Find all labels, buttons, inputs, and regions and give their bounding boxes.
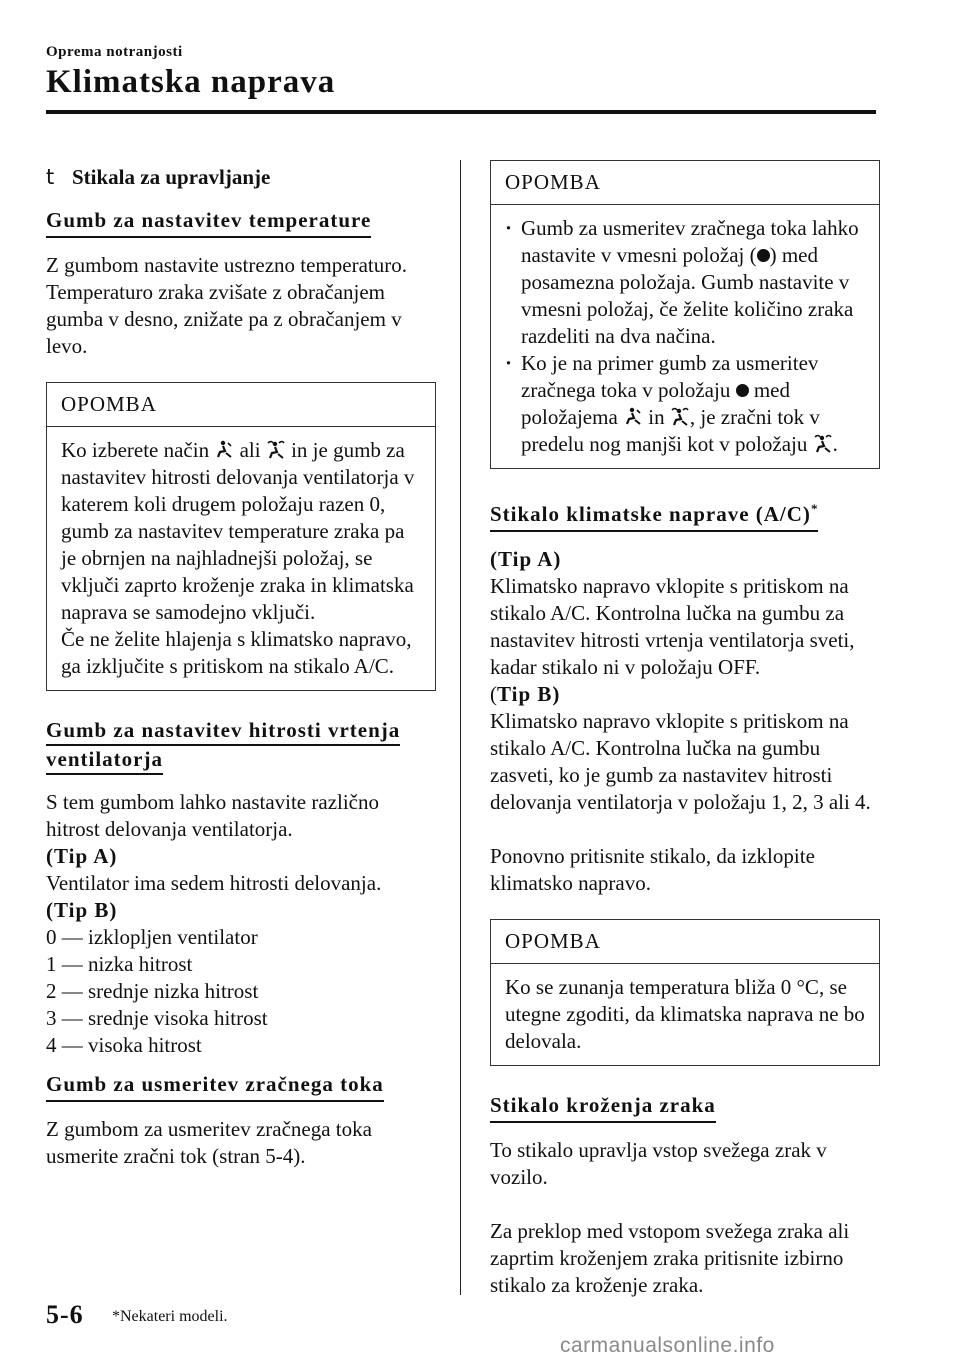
tip-b-label: (Tip B): [46, 898, 118, 922]
note-title: OPOMBA: [491, 920, 879, 964]
temperature-knob-text: Z gumbom nastavite ustrezno temperaturo. Temperaturo zraka zvišate z obračanjem gumba v desno, znižate pa z obračanjem v levo.: [46, 253, 407, 358]
page-number: 5-6: [46, 1300, 84, 1329]
note-box-3: [490, 919, 880, 1066]
note-text: , je zračni tok v predelu nog manjši kot v položaju: [521, 405, 820, 456]
recirculation-text-2: Za preklop med vstopom svežega zraka ali zaprtim kroženjem zraka pritisnite izbirno stikalo za kroženje zraka.: [490, 1219, 850, 1297]
floor-defrost-mode-icon: [670, 407, 690, 427]
floor-defrost-mode-icon: [813, 434, 833, 454]
intermediate-position-dot-icon: [736, 384, 749, 397]
note-text: Ko se zunanja temperatura bliža 0 °C, se utegne zgoditi, da klimatska naprava ne bo delovala.: [505, 975, 865, 1053]
intermediate-position-dot-icon: [757, 249, 770, 262]
fan-level-item: 3 ― srednje visoka hitrost: [46, 1006, 268, 1030]
note-body: [491, 964, 879, 1065]
note-box-2: [490, 160, 880, 469]
right-column: [490, 160, 880, 1299]
left-column: [46, 160, 436, 1170]
note-title: OPOMBA: [491, 161, 879, 205]
floor-mode-icon: [623, 407, 643, 427]
note-text: in je gumb za nastavitev hitrosti delovanja ventilatorja v katerem koli drugem položaju razen 0, gumb za nastavitev temperature zraka pa je obrnjen na najhladnejši položaj, se vključi zaprto kroženje zraka in klimatska naprava se samodejno vključi.: [61, 438, 415, 624]
ac-off-text: Ponovno pritisnite stikalo, da izklopite klimatsko napravo.: [490, 844, 815, 895]
note-title: OPOMBA: [47, 383, 435, 427]
note-text: Ko izberete način: [61, 438, 210, 462]
note-text: Gumb za usmeritev zračnega toka lahko nastavite v vmesni položaj (: [521, 216, 859, 267]
fan-level-item: 2 ― srednje nizka hitrost: [46, 979, 259, 1003]
breadcrumb: Oprema notranjosti: [46, 44, 183, 60]
recirculation-switch-heading: Stikalo kroženja zraka: [490, 1092, 716, 1123]
note-text: ) med posamezna položaja. Gumb nastavite v vmesni položaj, če želite količino zraka razdeliti na dva načina.: [521, 243, 854, 348]
fan-speed-heading-line1: Gumb za nastavitev hitrosti vrtenja: [46, 717, 400, 746]
page-title: Klimatska naprava: [46, 64, 336, 100]
ac-tip-a-text: Klimatsko napravo vklopite s pritiskom na stikalo A/C. Kontrolna lučka na gumbu za nastavitev hitrosti vrtenja ventilatorja sveti, kadar stikalo ni v položaju OFF.: [490, 574, 855, 679]
temperature-knob-heading: Gumb za nastavitev temperature: [46, 207, 371, 238]
fan-speed-heading-line2: ventilatorja: [46, 746, 163, 775]
ac-switch-heading: [490, 495, 818, 532]
note-bullet: [505, 215, 865, 350]
ac-switch-heading-text: Stikalo klimatske naprave (A/C): [490, 502, 811, 526]
fan-level-item: 1 ― nizka hitrost: [46, 952, 193, 976]
fan-speed-heading: [46, 717, 400, 775]
floor-defrost-mode-icon: [266, 440, 286, 460]
note-box-1: [46, 382, 436, 691]
tip-a-label: (Tip A): [46, 844, 118, 868]
footnote: *Nekateri modeli.: [112, 1308, 228, 1325]
section-title: [46, 164, 436, 191]
tip-b-paren: (: [490, 682, 497, 706]
watermark: carmanualsonline.info: [560, 1334, 775, 1357]
note-text: in: [648, 405, 665, 429]
ac-tip-b-text: Klimatsko napravo vklopite s pritiskom na stikalo A/C. Kontrolna lučka na gumbu zasveti, ko je gumb za nastavitev hitrosti delovanja ventilatorja v položaju 1, 2, 3 ali 4.: [490, 709, 871, 814]
fan-level-item: 0 ― izklopljen ventilator: [46, 925, 258, 949]
section-bullet: t: [46, 165, 55, 189]
note-text: med položajema: [521, 378, 790, 429]
note-text: .: [832, 432, 838, 456]
fan-level-item: 4 ― visoka hitrost: [46, 1033, 202, 1057]
note-bullet: [505, 350, 865, 458]
airflow-knob-heading: Gumb za usmeritev zračnega toka: [46, 1071, 384, 1102]
footnote-marker: *: [810, 501, 819, 516]
title-rule: [46, 110, 876, 114]
tip-b-label-text: Tip B): [497, 682, 561, 706]
tip-a-label: (Tip A): [490, 547, 562, 571]
airflow-knob-text: Z gumbom za usmeritev zračnega toka usmerite zračni tok (stran 5-4).: [46, 1117, 372, 1168]
section-title-text: Stikala za upravljanje: [72, 165, 271, 189]
note-text: Če ne želite hlajenja s klimatsko napravo, ga izključite s pritiskom na stikalo A/C.: [61, 627, 412, 678]
note-body: [491, 205, 879, 468]
note-text: ali: [239, 438, 261, 462]
floor-mode-icon: [214, 440, 234, 460]
note-body: [47, 427, 435, 690]
tip-b-label: [490, 681, 880, 708]
fan-tip-a-text: Ventilator ima sedem hitrosti delovanja.: [46, 871, 382, 895]
note-text: Ko je na primer gumb za usmeritev zračnega toka v položaju: [521, 351, 819, 402]
column-divider: [460, 160, 461, 1295]
fan-speed-text: S tem gumbom lahko nastavite različno hitrost delovanja ventilatorja.: [46, 790, 380, 841]
recirculation-text-1: To stikalo upravlja vstop svežega zrak v vozilo.: [490, 1138, 827, 1189]
